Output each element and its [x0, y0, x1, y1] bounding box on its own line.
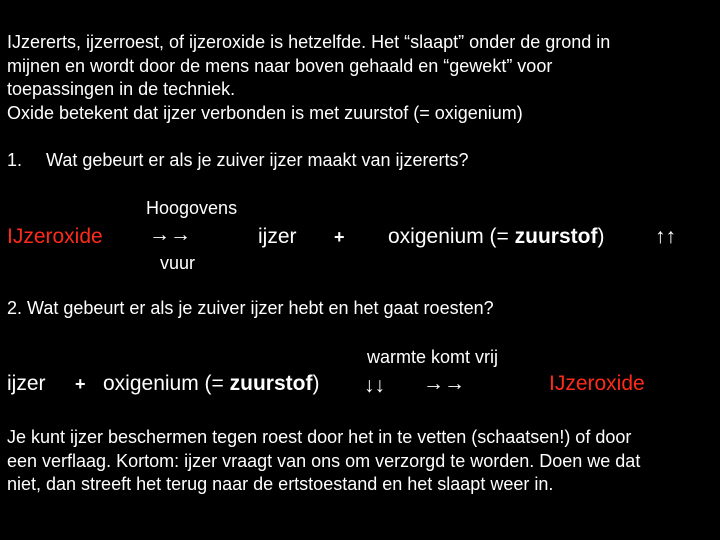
closing-line: een verflaag. Kortom: ijzer vraagt van ons om verzorgd te worden. Doen we dat — [7, 450, 641, 471]
reaction-2-oxigenium-prefix: oxigenium (= — [103, 372, 230, 395]
intro-line: Oxide betekent dat ijzer verbonden is met zuurstof (= oxigenium) — [7, 102, 523, 123]
closing-line: niet, dan streeft het terug naar de ertstoestand en het slaapt weer in. — [7, 474, 554, 494]
gas-escape-arrows: ↑↑ — [655, 225, 676, 248]
intro-line: mijnen en wordt door de mens naar boven gehaald en “gewekt” voor — [7, 55, 553, 76]
reaction-2-plus: + — [75, 374, 86, 394]
reaction-1-zuurstof: zuurstof — [514, 225, 598, 248]
reaction-1-condition-top: Hoogovens — [146, 198, 238, 218]
closing-paragraph — [7, 426, 717, 497]
reaction-1-product-oxigenium — [388, 225, 604, 249]
reaction-2-zuurstof: zuurstof — [229, 372, 313, 395]
intro-line: toepassingen in de techniek. — [7, 79, 236, 99]
question-1-text: Wat gebeurt er als je zuiver ijzer maakt van ijzererts? — [46, 150, 469, 170]
intro-line: IJzererts, ijzerroest, of ijzeroxide is hetzelfde. Het “slaapt” onder de grond in — [7, 32, 611, 52]
reaction-1-reactant: IJzeroxide — [7, 225, 103, 248]
reaction-2-product: IJzeroxide — [549, 372, 645, 395]
reaction-2-arrow: →→ — [423, 372, 465, 395]
question-1 — [7, 150, 469, 171]
reaction-2-reactant-ijzer: ijzer — [7, 372, 46, 395]
reaction-1-condition-bottom: vuur — [160, 253, 196, 273]
reaction-1-product-ijzer: ijzer — [258, 225, 297, 248]
reaction-2-oxigenium-suffix: ) — [312, 372, 320, 395]
question-2: 2. Wat gebeurt er als je zuiver ijzer hebt en het gaat roesten? — [7, 298, 494, 318]
reaction-2-reactant-oxigenium — [103, 372, 319, 396]
question-1-number: 1. — [7, 150, 23, 170]
reaction-1-plus: + — [334, 227, 345, 247]
reaction-2-condition-top: warmte komt vrij — [367, 347, 499, 367]
reaction-1-oxigenium-prefix: oxigenium (= — [388, 225, 515, 248]
reaction-1-oxigenium-suffix: ) — [597, 225, 605, 248]
reaction-1-arrow: →→ — [149, 223, 191, 246]
intro-paragraph — [7, 31, 715, 125]
closing-line: Je kunt ijzer beschermen tegen roest door het in te vetten (schaatsen!) of door — [7, 427, 632, 447]
absorb-arrows: ↓↓ — [364, 374, 385, 397]
